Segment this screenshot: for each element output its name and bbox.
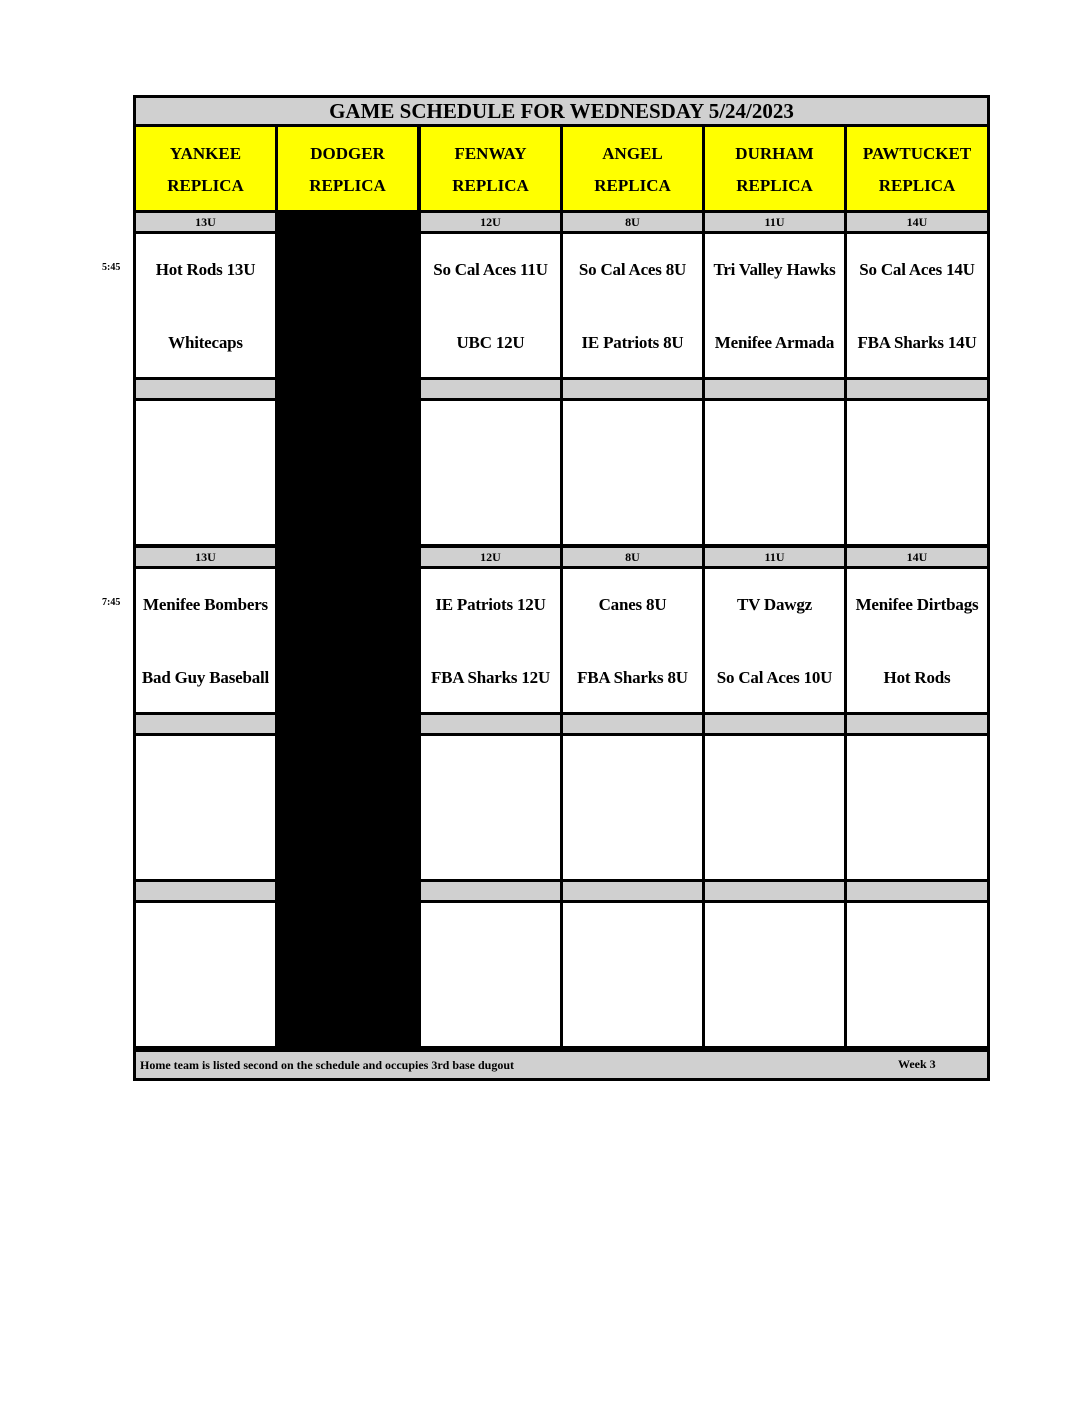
slot-time: 7:45 — [102, 597, 121, 608]
game-cell — [705, 401, 844, 544]
field-name: DURHAM — [735, 144, 814, 163]
field-name: FENWAY — [454, 144, 527, 163]
field-name: ANGEL — [602, 144, 663, 163]
division-label — [847, 882, 987, 900]
game-cell — [705, 569, 844, 712]
game-cell — [563, 234, 702, 377]
field-header-dodger — [278, 127, 417, 210]
division-label — [136, 715, 275, 733]
division-label: 8U — [563, 548, 702, 566]
game-cell — [421, 736, 560, 879]
game-cell — [847, 736, 987, 879]
schedule-table — [133, 95, 990, 1081]
field-header-pawtucket — [847, 127, 987, 210]
away-team: TV Dawgz — [736, 595, 813, 614]
division-label: 14U — [847, 213, 987, 231]
game-cell — [421, 569, 560, 712]
game-cell — [563, 736, 702, 879]
away-team: Menifee Dirtbags — [855, 595, 979, 614]
field-name: DODGER — [310, 144, 385, 163]
home-team: Bad Guy Baseball — [141, 668, 270, 687]
field-name: YANKEE — [169, 144, 242, 163]
footer-note: Home team is listed second on the schedule and occupies 3rd base dugout — [136, 1052, 987, 1078]
field-type: REPLICA — [594, 176, 671, 195]
game-cell — [421, 234, 560, 377]
home-team: FBA Sharks 12U — [430, 668, 551, 687]
slot-time: 5:45 — [102, 262, 121, 273]
division-label — [563, 882, 702, 900]
game-cell — [847, 234, 987, 377]
field-type: REPLICA — [736, 176, 813, 195]
field-header-durham — [705, 127, 844, 210]
game-cell — [136, 903, 275, 1046]
home-team: UBC 12U — [456, 333, 525, 352]
division-label: 14U — [847, 548, 987, 566]
division-label — [563, 380, 702, 398]
away-team: Hot Rods 13U — [155, 260, 256, 279]
game-cell — [847, 401, 987, 544]
game-cell — [136, 736, 275, 879]
field-header-fenway — [421, 127, 560, 210]
division-label: 13U — [136, 213, 275, 231]
division-label — [136, 380, 275, 398]
field-header-yankee — [136, 127, 275, 210]
game-cell — [705, 736, 844, 879]
away-team: Menifee Bombers — [143, 595, 268, 614]
game-cell — [563, 401, 702, 544]
division-label — [705, 882, 844, 900]
home-team: Menifee Armada — [714, 333, 835, 352]
division-label — [705, 715, 844, 733]
away-team: So Cal Aces 14U — [859, 260, 975, 279]
game-cell — [421, 903, 560, 1046]
game-cell — [136, 401, 275, 544]
home-team: FBA Sharks 8U — [577, 668, 688, 687]
game-cell — [847, 569, 987, 712]
division-label — [421, 715, 560, 733]
field-type: REPLICA — [167, 176, 244, 195]
home-team: FBA Sharks 14U — [857, 333, 977, 352]
division-label — [421, 380, 560, 398]
division-label: 12U — [421, 548, 560, 566]
division-label — [563, 715, 702, 733]
division-label — [136, 882, 275, 900]
home-team: Whitecaps — [168, 333, 243, 352]
away-team: So Cal Aces 8U — [578, 260, 687, 279]
game-cell — [136, 234, 275, 377]
division-label: 8U — [563, 213, 702, 231]
game-cell — [705, 234, 844, 377]
division-label: 13U — [136, 548, 275, 566]
week-label: Week 3 — [898, 1057, 936, 1071]
game-cell — [136, 569, 275, 712]
away-team: Canes 8U — [598, 595, 667, 614]
field-type: REPLICA — [452, 176, 529, 195]
game-cell — [421, 401, 560, 544]
away-team: So Cal Aces 11U — [433, 260, 548, 279]
field-header-angel — [563, 127, 702, 210]
game-cell — [847, 903, 987, 1046]
division-label: 11U — [705, 213, 844, 231]
division-label: 12U — [421, 213, 560, 231]
division-label — [847, 715, 987, 733]
game-cell — [563, 569, 702, 712]
home-team: So Cal Aces 10U — [716, 668, 833, 687]
division-label — [847, 380, 987, 398]
home-team: Hot Rods — [883, 668, 951, 687]
game-cell — [563, 903, 702, 1046]
away-team: Tri Valley Hawks — [713, 260, 836, 279]
unavailable-field-column — [278, 213, 417, 1049]
field-type: REPLICA — [878, 176, 956, 195]
schedule-title: GAME SCHEDULE FOR WEDNESDAY 5/24/2023 — [136, 98, 987, 124]
home-team: IE Patriots 8U — [581, 333, 684, 352]
game-cell — [705, 903, 844, 1046]
division-label: 11U — [705, 548, 844, 566]
field-type: REPLICA — [309, 176, 386, 195]
away-team: IE Patriots 12U — [435, 595, 546, 614]
field-name: PAWTUCKET — [862, 144, 972, 163]
division-label — [421, 882, 560, 900]
division-label — [705, 380, 844, 398]
